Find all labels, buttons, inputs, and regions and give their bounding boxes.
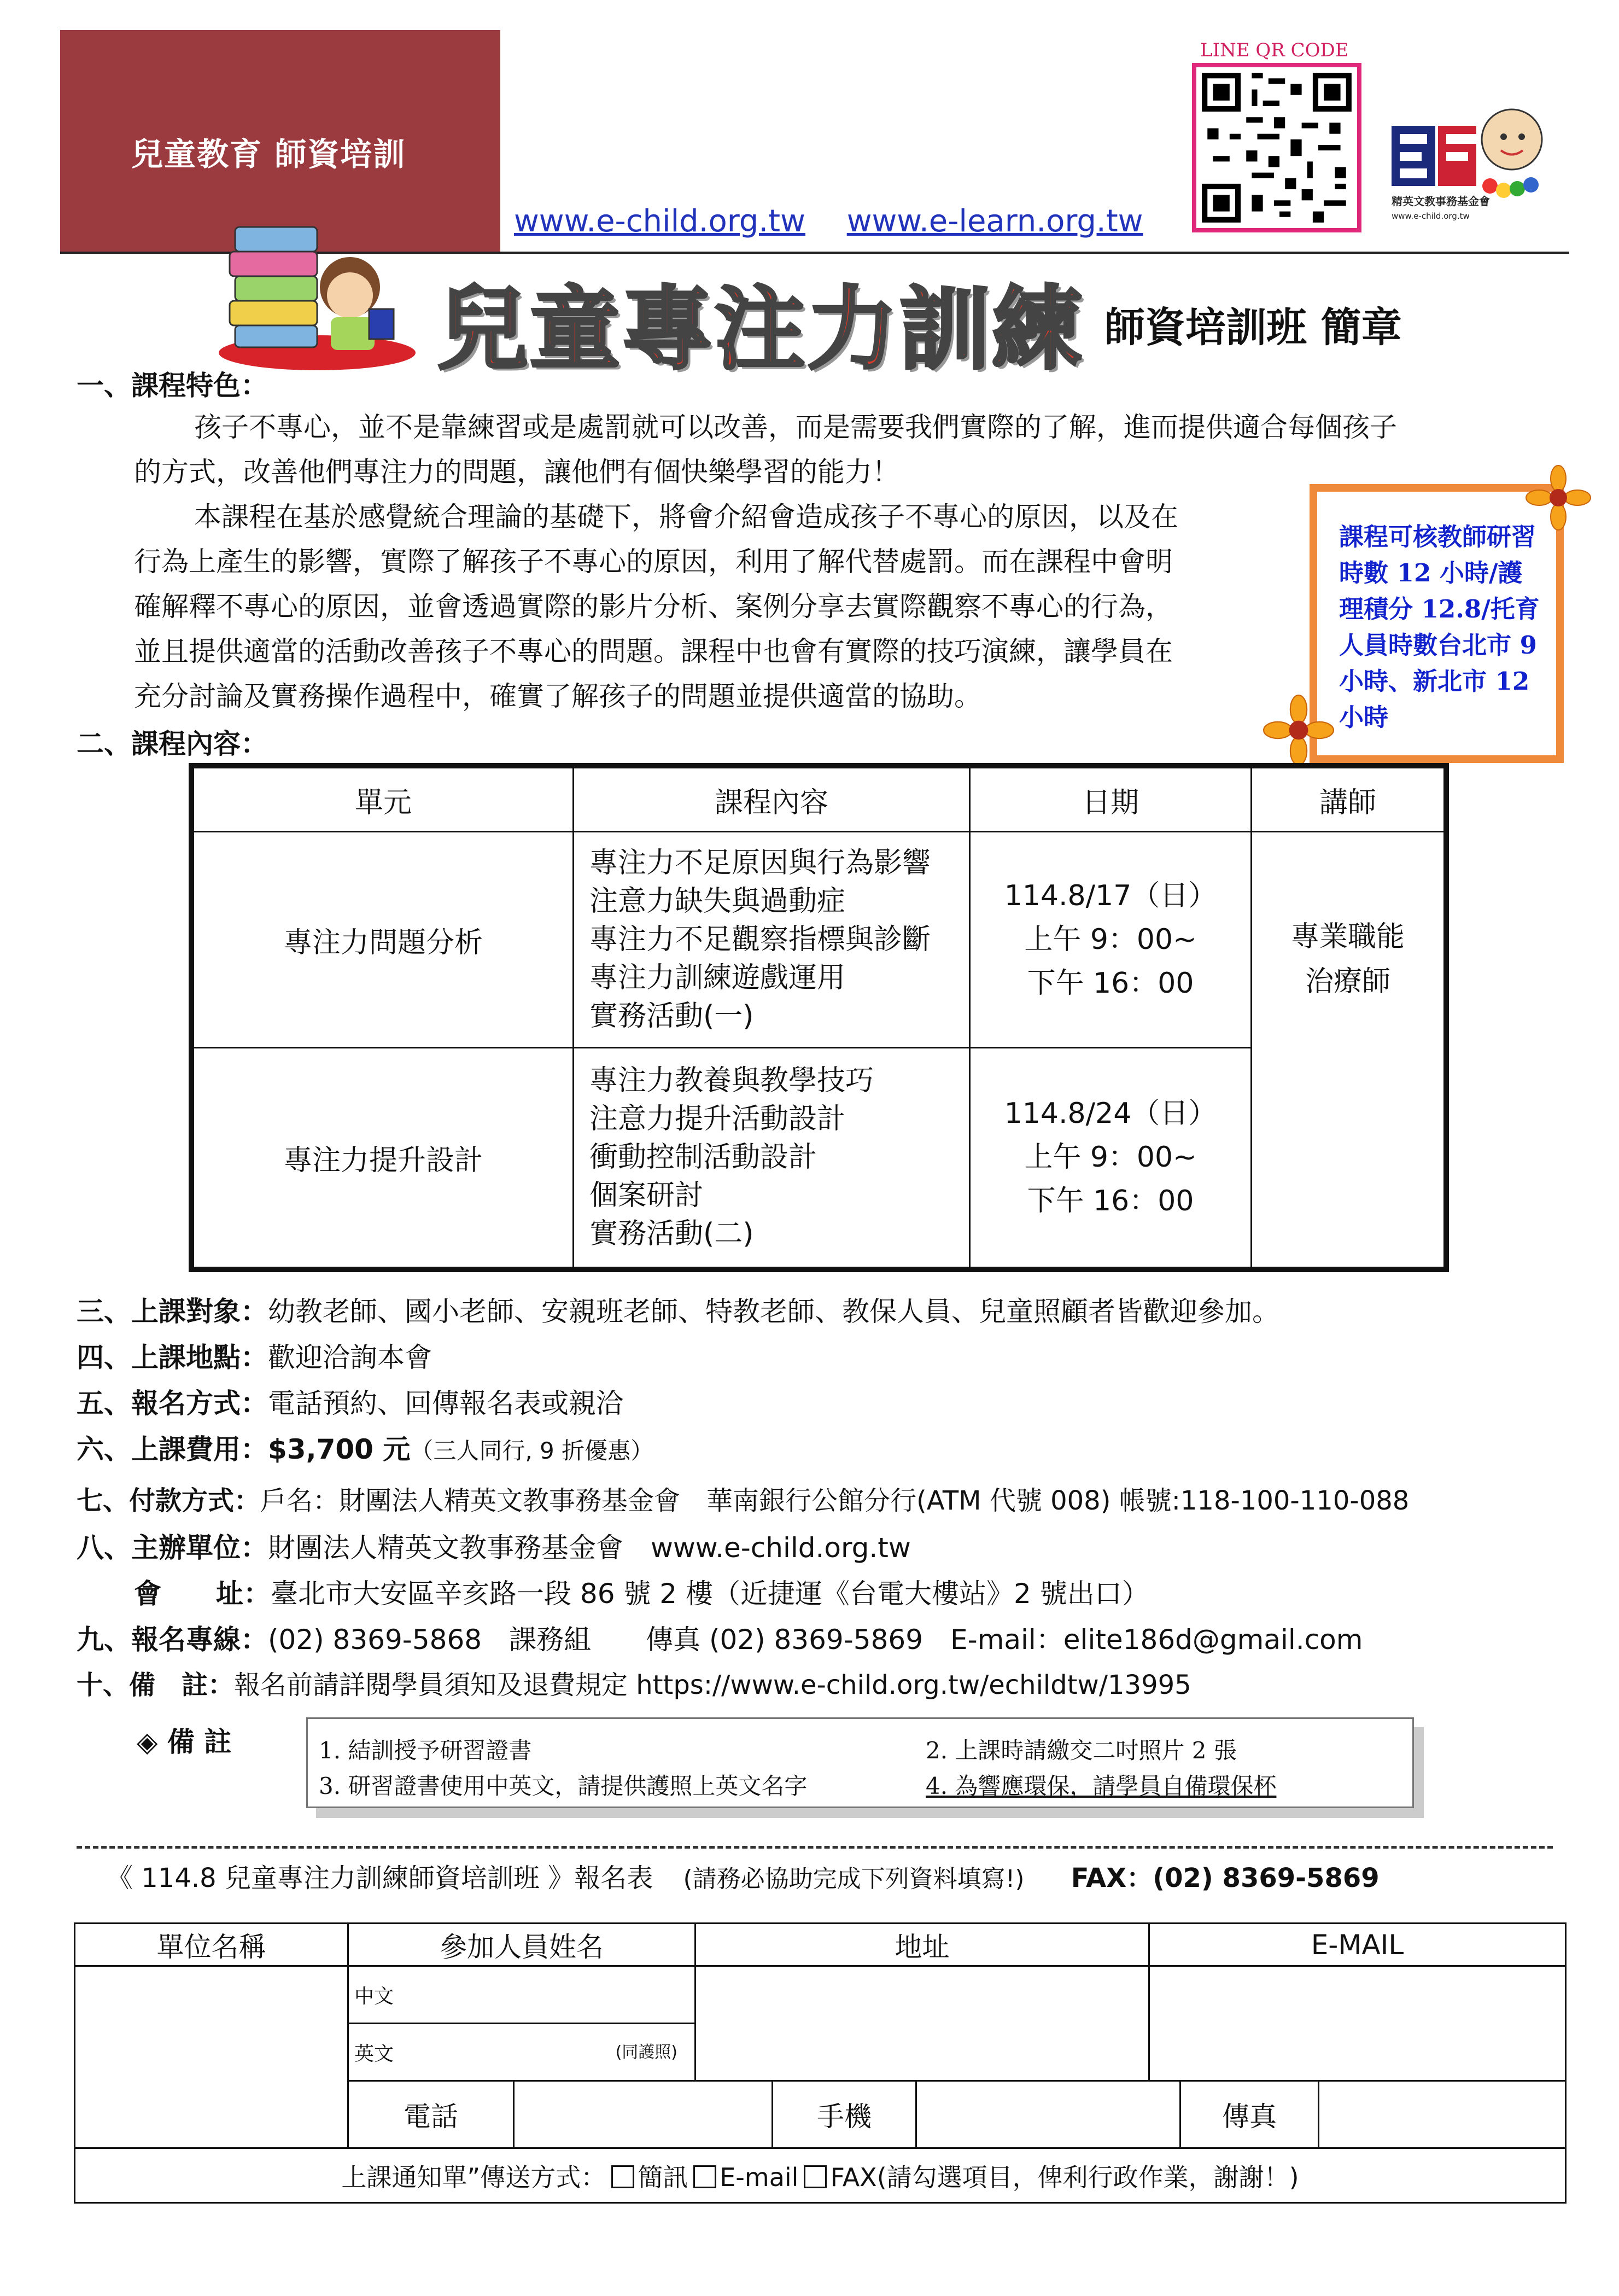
remark-item: 3. 研習證書使用中英文，請提供護照上英文名字 (319, 1773, 808, 1799)
list-item: 注意力提升活動設計 (589, 1103, 846, 1136)
teacher-line1: 專業職能 (1290, 920, 1405, 953)
info-value: 戶名：財團法人精英文教事務基金會 華南銀行公館分行(ATM 代號 008) 帳號:118-100-110-088 (260, 1485, 1410, 1516)
info-label: 會 址： (134, 1578, 271, 1610)
info-location (77, 1336, 432, 1375)
banner-text: 兒童教育 師資培訓 (131, 136, 406, 173)
address-input[interactable] (695, 1966, 1149, 2081)
info-label: 八、主辦單位： (77, 1532, 268, 1564)
time-end: 下午 16：00 (1027, 1185, 1194, 1218)
list-item: 注意力缺失與過動症 (589, 885, 846, 918)
phone-input[interactable] (515, 2082, 773, 2147)
info-organizer (77, 1526, 911, 1565)
section1-p2-line1: 本課程在基於感覺統合理論的基礎下，將會介紹會造成孩子不專心的原因，以及在 (194, 501, 1178, 533)
form-title: 《 114.8 兒童專注力訓練師資培訓班 》報名表 (107, 1863, 653, 1893)
section1-p2-line4: 並且提供適當的活動改善孩子不專心的問題。課程中也會有實際的技巧演練，讓學員在 (134, 636, 1173, 667)
unit-name: 專注力問題分析 (191, 832, 574, 1048)
teacher-line2: 治療師 (1305, 965, 1390, 998)
course-table-header (191, 766, 1446, 832)
fee-note: （三人同行, 9 折優惠） (410, 1437, 654, 1464)
info-label: 六、上課費用： (77, 1433, 268, 1465)
flower-icon-2 (1263, 695, 1334, 766)
unit-items (574, 832, 970, 1048)
sms-label: 簡訊 (638, 2162, 688, 2192)
info-signup (77, 1382, 623, 1421)
section1-p2-line3: 確解釋不專心的原因，並會透過實際的影片分析、案例分享去實際觀察不專心的行為， (134, 591, 1173, 622)
info-value: (02) 8369-5868 課務組 傳真 (02) 8369-5869 E-mail：elite186d@gmail.com (268, 1624, 1363, 1656)
list-item: 實務活動(二) (589, 1217, 754, 1251)
form-title-row (107, 1857, 1380, 1895)
phone-label: 電話 (349, 2082, 515, 2147)
remark-item: 2. 上課時請繳交二吋照片 2 張 (926, 1737, 1237, 1764)
remark-item: 1. 結訓授予研習證書 (319, 1737, 532, 1764)
section1-p2-line2: 行為上產生的影響，實際了解孩子不專心的原因，利用了解代替處罰。而在課程中會明 (134, 546, 1173, 578)
course-table (189, 763, 1449, 1272)
email-checkbox[interactable] (693, 2165, 716, 2188)
list-item: 實務活動(一) (589, 1000, 754, 1033)
form-col-address: 地址 (695, 1924, 1149, 1966)
child-reading-illustration (213, 216, 421, 375)
info-fee (77, 1427, 653, 1467)
phone-row (348, 2081, 1566, 2148)
email-input[interactable] (1149, 1966, 1566, 2081)
col-content: 課程內容 (574, 766, 970, 832)
info-value: 歡迎洽詢本會 (268, 1342, 432, 1373)
form-col-name: 參加人員姓名 (348, 1924, 695, 1966)
info-label: 七、付款方式： (77, 1485, 261, 1516)
name-en-input[interactable] (348, 2024, 695, 2081)
unit-date (970, 1048, 1252, 1269)
credit-hours-text: 課程可核教師研習時數 12 小時/護理積分 12.8/托育人員時數台北市 9 小時、新北市 12 小時 (1339, 522, 1540, 732)
foundation-logo (1392, 104, 1556, 235)
info-contact (77, 1618, 1363, 1657)
fax-option-label: FAX (830, 2162, 877, 2192)
registration-form (74, 1922, 1567, 2204)
form-fax: FAX：(02) 8369-5869 (1071, 1863, 1380, 1893)
sub-title: 師資培訓班 簡章 (1104, 304, 1402, 351)
logo-url: www.e-child.org.tw (1392, 211, 1470, 221)
table-row (191, 832, 1446, 1048)
qr-label: LINE QR CODE (1200, 39, 1349, 61)
info-value: 臺北市大安區辛亥路一段 86 號 2 樓（近捷運《台電大樓站》2 號出口） (271, 1578, 1149, 1610)
cn-label: 中文 (354, 1985, 394, 2008)
email-label: E-mail (720, 2162, 799, 2192)
en-note: (同護照) (615, 2042, 677, 2062)
col-unit: 單元 (191, 766, 574, 832)
fax-label: 傳真 (1181, 2082, 1319, 2147)
fax-input[interactable] (1319, 2082, 1565, 2147)
info-address (134, 1572, 1149, 1611)
time-start: 上午 9：00~ (1024, 923, 1197, 956)
date-text: 114.8/24（日） (1004, 1097, 1217, 1130)
fax-checkbox[interactable] (804, 2165, 827, 2188)
link-e-child[interactable]: www.e-child.org.tw (514, 203, 805, 239)
link-e-learn[interactable]: www.e-learn.org.tw (846, 203, 1143, 239)
info-remark (77, 1664, 1191, 1701)
qr-code-image[interactable] (1192, 63, 1361, 232)
info-label: 三、上課對象： (77, 1296, 268, 1327)
unit-input[interactable] (75, 1966, 348, 2148)
section1-paragraph1: 孩子不專心，並不是靠練習或是處罰就可以改善，而是需要我們實際的了解，進而提供適合每個孩子 (194, 411, 1397, 443)
list-item: 專注力教養與教學技巧 (589, 1064, 874, 1098)
sms-checkbox[interactable] (611, 2165, 634, 2188)
fee-amount: $3,700 元 (268, 1433, 411, 1465)
unit-name: 專注力提升設計 (191, 1048, 574, 1269)
unit-items (574, 1048, 970, 1269)
list-item: 專注力不足觀察指標與診斷 (589, 923, 931, 956)
notify-tail: (請勾選項目，俾利行政作業，謝謝！) (876, 2162, 1299, 2192)
form-col-unit: 單位名稱 (75, 1924, 348, 1966)
form-row (75, 1966, 1566, 2024)
info-label: 十、備 註： (77, 1670, 235, 1700)
remark-box (306, 1717, 1414, 1808)
name-cn-input[interactable] (348, 1966, 695, 2024)
remark-item: 4. 為響應環保，請學員自備環保杯 (926, 1773, 1277, 1799)
header-links (514, 203, 1174, 239)
section2-heading: 二、課程內容： (77, 728, 268, 760)
info-value: 電話預約、回傳報名表或親洽 (268, 1388, 623, 1419)
col-teacher: 講師 (1252, 766, 1447, 832)
form-header-row (75, 1924, 1566, 1966)
form-col-email: E-MAIL (1149, 1924, 1566, 1966)
section1-heading: 一、課程特色： (77, 370, 268, 401)
remark-label: ◈ 備 註 (137, 1726, 232, 1758)
cut-line (77, 1846, 1553, 1849)
list-item: 專注力訓練遊戲運用 (589, 961, 846, 994)
time-end: 下午 16：00 (1027, 967, 1194, 1000)
form-row (75, 2148, 1566, 2203)
info-label: 四、上課地點： (77, 1342, 268, 1373)
en-label: 英文 (354, 2042, 394, 2065)
time-start: 上午 9：00~ (1024, 1141, 1197, 1174)
notify-row (75, 2148, 1566, 2203)
info-value: 報名前請詳閱學員須知及退費規定 https://www.e-child.org.tw/echildtw/13995 (234, 1670, 1191, 1700)
main-title: 兒童專注力訓練 (437, 277, 1084, 382)
list-item: 衝動控制活動設計 (589, 1141, 817, 1174)
date-text: 114.8/17（日） (1004, 879, 1217, 912)
form-note: (請務必協助完成下列資料填寫!) (683, 1865, 1025, 1893)
section1-p2-line5: 充分討論及實務操作過程中，確實了解孩子的問題並提供適當的協助。 (134, 680, 981, 712)
list-item: 專注力不足原因與行為影響 (589, 847, 931, 879)
info-value: 幼教老師、國小老師、安親班老師、特教老師、教保人員、兒童照顧者皆歡迎參加。 (268, 1296, 1279, 1327)
list-item: 個案研討 (589, 1179, 704, 1213)
mobile-input[interactable] (917, 2082, 1181, 2147)
mobile-label: 手機 (773, 2082, 917, 2147)
info-audience (77, 1290, 1279, 1329)
info-label: 九、報名專線： (77, 1624, 268, 1656)
unit-date (970, 832, 1252, 1048)
teacher-cell (1252, 832, 1447, 1269)
info-value: 財團法人精英文教事務基金會 www.e-child.org.tw (268, 1532, 911, 1564)
flower-icon (1526, 465, 1591, 531)
col-date: 日期 (970, 766, 1252, 832)
section1-paragraph1b: 的方式，改善他們專注力的問題，讓他們有個快樂學習的能力！ (134, 456, 899, 488)
logo-caption: 精英文教事務基金會 (1392, 195, 1490, 208)
info-payment (77, 1479, 1409, 1517)
notify-label: 上課通知單”傳送方式： (341, 2162, 606, 2192)
info-label: 五、報名方式： (77, 1388, 268, 1419)
